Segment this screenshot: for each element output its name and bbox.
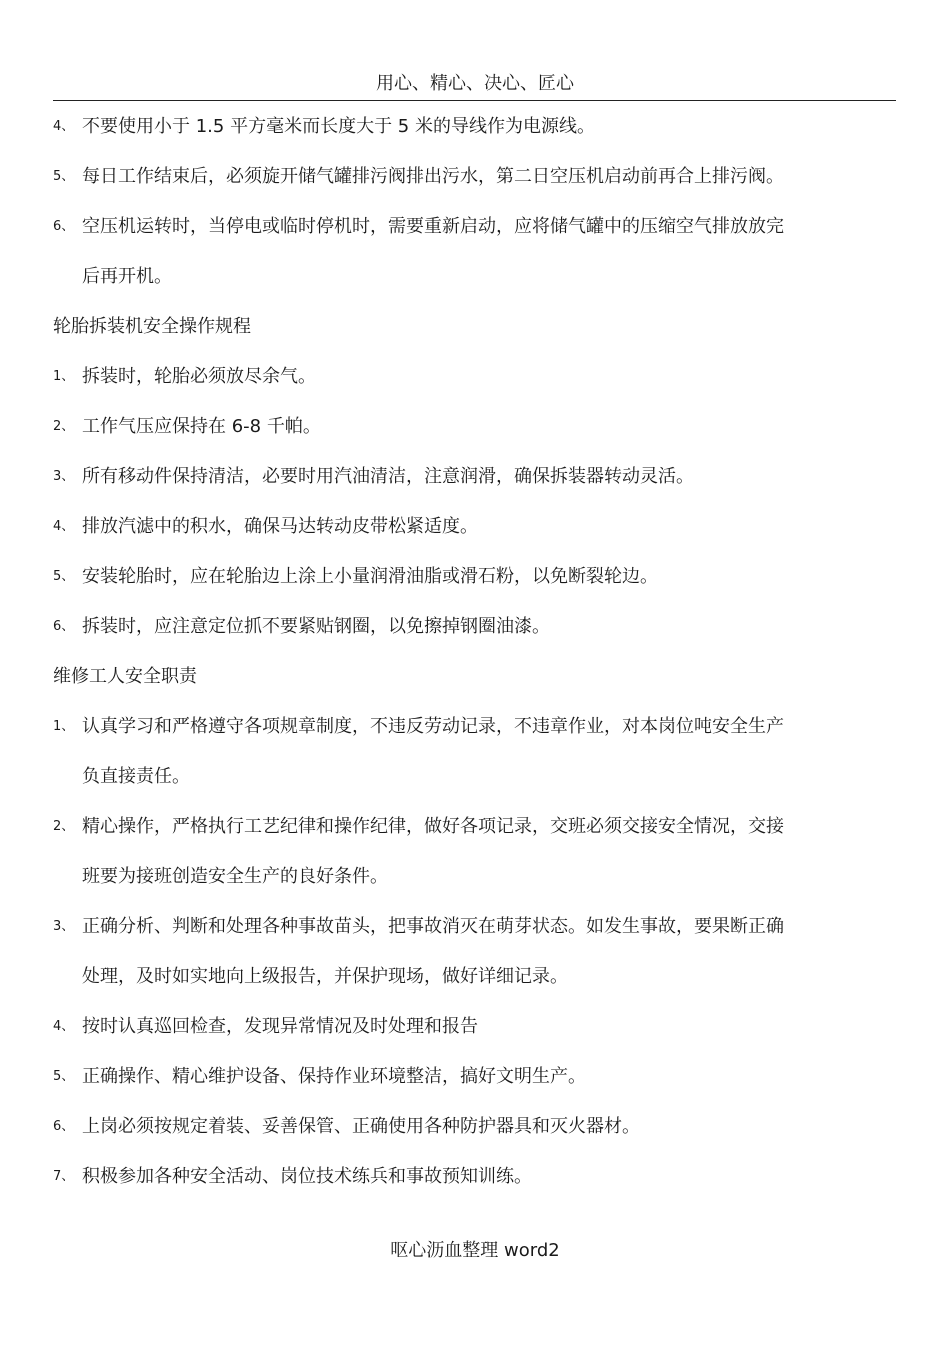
list-item-text: 拆装时，轮胎必须放尽余气。 bbox=[82, 366, 316, 387]
list-item-text: 正确分析、判断和处理各种事故苗头，把事故消灭在萌芽状态。如发生事故，要果断正确 bbox=[82, 916, 784, 937]
list-item-text-continued: 班要为接班创造安全生产的良好条件。 bbox=[82, 866, 388, 887]
list-item-number: 4、 bbox=[53, 119, 75, 134]
list-item-text: 上岗必须按规定着装、妥善保管、正确使用各种防护器具和灭火器材。 bbox=[82, 1116, 640, 1137]
list-item-number: 4、 bbox=[53, 1019, 75, 1034]
list-item-text: 拆装时，应注意定位抓不要紧贴钢圈，以免擦掉钢圈油漆。 bbox=[82, 616, 550, 637]
list-item-number: 3、 bbox=[53, 469, 75, 484]
list-item-number: 6、 bbox=[53, 219, 75, 234]
list-item-number: 3、 bbox=[53, 919, 75, 934]
list-item-number: 5、 bbox=[53, 169, 75, 184]
section-title: 维修工人安全职责 bbox=[53, 666, 197, 687]
list-item-number: 5、 bbox=[53, 1069, 75, 1084]
page-footer: 呕心沥血整理 word2 bbox=[390, 1240, 560, 1261]
page-header-title: 用心、精心、决心、匠心 bbox=[376, 73, 574, 94]
list-item-number: 4、 bbox=[53, 519, 75, 534]
list-item-number: 2、 bbox=[53, 819, 75, 834]
list-item-text-continued: 处理，及时如实地向上级报告，并保护现场，做好详细记录。 bbox=[82, 966, 568, 987]
list-item-number: 7、 bbox=[53, 1169, 75, 1184]
section-title: 轮胎拆装机安全操作规程 bbox=[53, 316, 251, 337]
list-item-number: 1、 bbox=[53, 719, 75, 734]
list-item-text: 按时认真巡回检查，发现异常情况及时处理和报告 bbox=[82, 1016, 478, 1037]
list-item-number: 1、 bbox=[53, 369, 75, 384]
list-item-text: 正确操作、精心维护设备、保持作业环境整洁，搞好文明生产。 bbox=[82, 1066, 586, 1087]
list-item-text: 每日工作结束后，必须旋开储气罐排污阀排出污水，第二日空压机启动前再合上排污阀。 bbox=[82, 166, 784, 187]
list-item-text: 不要使用小于 1.5 平方毫米而长度大于 5 米的导线作为电源线。 bbox=[82, 116, 595, 137]
list-item-text-continued: 后再开机。 bbox=[82, 266, 172, 287]
list-item-number: 6、 bbox=[53, 619, 75, 634]
list-item-number: 2、 bbox=[53, 419, 75, 434]
list-item-number: 5、 bbox=[53, 569, 75, 584]
list-item-number: 6、 bbox=[53, 1119, 75, 1134]
list-item-text: 认真学习和严格遵守各项规章制度，不违反劳动记录，不违章作业，对本岗位吨安全生产 bbox=[82, 716, 784, 737]
list-item-text: 所有移动件保持清洁，必要时用汽油清洁，注意润滑，确保拆装器转动灵活。 bbox=[82, 466, 694, 487]
list-item-text: 精心操作，严格执行工艺纪律和操作纪律，做好各项记录，交班必须交接安全情况，交接 bbox=[82, 816, 784, 837]
list-item-text: 排放汽滤中的积水，确保马达转动皮带松紧适度。 bbox=[82, 516, 478, 537]
list-item-text-continued: 负直接责任。 bbox=[82, 766, 190, 787]
list-item-text: 空压机运转时，当停电或临时停机时，需要重新启动，应将储气罐中的压缩空气排放放完 bbox=[82, 216, 784, 237]
list-item-text: 安装轮胎时，应在轮胎边上涂上小量润滑油脂或滑石粉，以免断裂轮边。 bbox=[82, 566, 658, 587]
header-divider bbox=[53, 100, 896, 101]
list-item-text: 工作气压应保持在 6-8 千帕。 bbox=[82, 416, 321, 437]
list-item-text: 积极参加各种安全活动、岗位技术练兵和事故预知训练。 bbox=[82, 1166, 532, 1187]
